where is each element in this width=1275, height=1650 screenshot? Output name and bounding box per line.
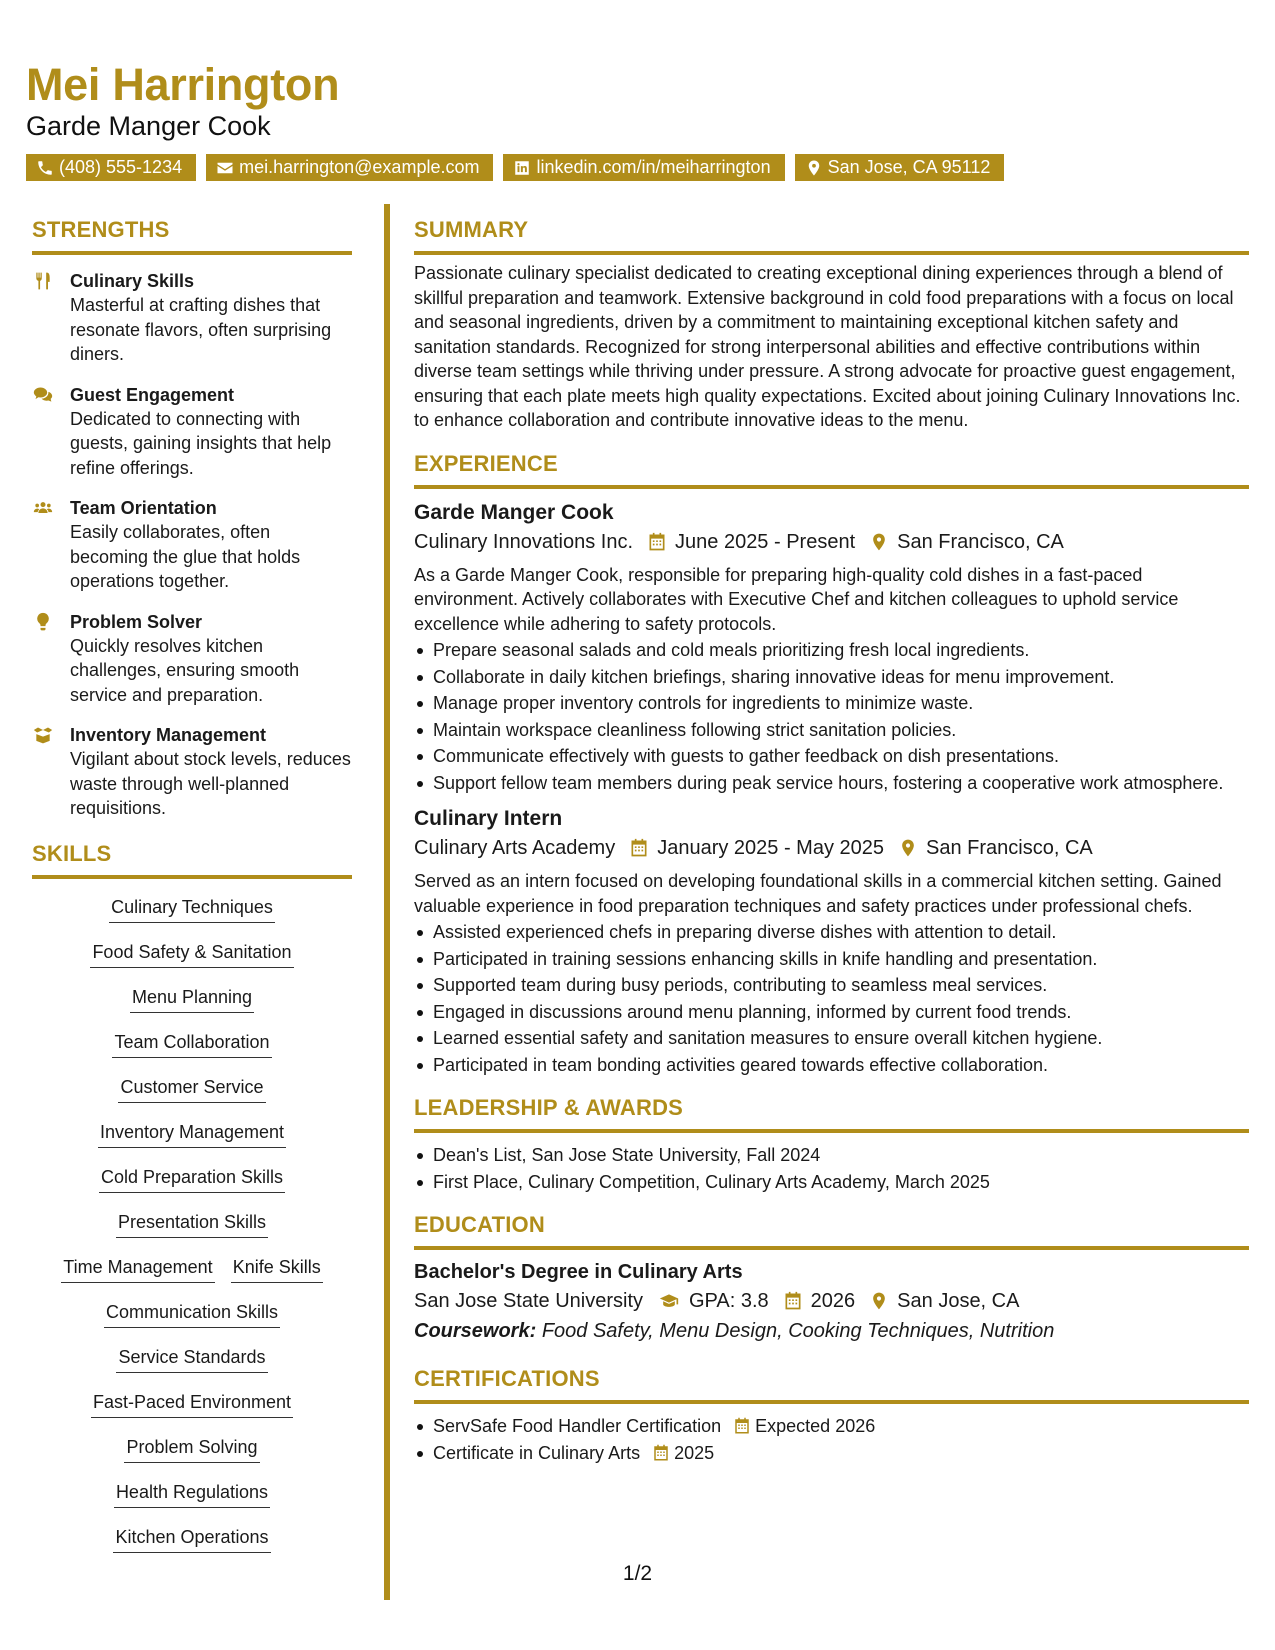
strength-title: Problem Solver — [70, 611, 203, 632]
strengths-heading: STRENGTHS — [32, 217, 352, 255]
strength-desc: Masterful at crafting dishes that resonate flavors, often surprising diners. — [70, 295, 332, 364]
strength-desc: Easily collaborates, often becoming the glue that holds operations together. — [70, 522, 301, 591]
lightbulb-icon — [32, 612, 54, 632]
coursework-list: Food Safety, Menu Design, Cooking Techniques, Nutrition — [541, 1320, 1055, 1342]
job-company: Culinary Innovations Inc. — [414, 530, 634, 553]
job-company: Culinary Arts Academy — [414, 837, 616, 859]
calendar-icon — [733, 1417, 751, 1435]
summary-heading: SUMMARY — [414, 217, 1249, 255]
award-item: First Place, Culinary Competition, Culinary Arts Academy, March 2025 — [414, 1170, 1249, 1195]
skill-tag: Communication Skills — [104, 1296, 280, 1328]
skill-tag: Fast-Paced Environment — [91, 1386, 293, 1418]
strength-item — [32, 269, 352, 367]
job-bullet: Participated in training sessions enhancing skills in knife handling and presentation. — [414, 947, 1249, 972]
comments-icon — [32, 385, 54, 405]
utensils-icon — [32, 271, 54, 291]
candidate-name: Mei Harrington — [26, 59, 340, 110]
linkedin-icon — [513, 159, 531, 177]
contact-linkedin[interactable] — [503, 154, 784, 181]
certification-item — [414, 1441, 1249, 1466]
gpa: GPA: 3.8 — [689, 1290, 769, 1312]
job-entry — [414, 805, 1249, 1077]
job-bullets — [414, 920, 1249, 1077]
job-title: Culinary Intern — [414, 807, 563, 830]
contact-email-text: mei.harrington@example.com — [239, 157, 480, 177]
certification-item — [414, 1414, 1249, 1439]
strength-title: Guest Engagement — [70, 384, 235, 405]
certification-date: 2025 — [674, 1442, 715, 1463]
job-title: Garde Manger Cook — [414, 500, 614, 524]
location-pin-icon — [869, 1291, 889, 1311]
graduation-year: 2026 — [810, 1290, 856, 1312]
skill-tag: Time Management — [61, 1251, 214, 1283]
strength-title: Culinary Skills — [70, 271, 195, 291]
job-location: San Francisco, CA — [926, 837, 1093, 859]
degree-title: Bachelor's Degree in Culinary Arts — [414, 1261, 743, 1283]
skill-tag: Service Standards — [116, 1341, 267, 1373]
skill-tag: Inventory Management — [98, 1116, 286, 1148]
users-icon — [32, 498, 54, 518]
calendar-icon — [629, 838, 649, 858]
calendar-icon — [652, 1444, 670, 1462]
skill-tag: Presentation Skills — [116, 1206, 268, 1238]
skill-tag: Team Collaboration — [112, 1026, 271, 1058]
contact-location[interactable] — [795, 154, 1005, 181]
contact-phone[interactable] — [26, 154, 196, 181]
contact-bar — [26, 154, 1004, 181]
contact-linkedin-text: linkedin.com/in/meiharrington — [536, 157, 771, 177]
job-dates: June 2025 - Present — [675, 530, 856, 553]
candidate-title: Garde Manger Cook — [26, 111, 271, 141]
skill-tag: Knife Skills — [231, 1251, 323, 1283]
contact-location-text: San Jose, CA 95112 — [827, 157, 991, 177]
experience-heading: EXPERIENCE — [414, 451, 1249, 489]
school-location: San Jose, CA — [897, 1290, 1020, 1312]
strength-item — [32, 496, 352, 594]
certification-name: ServSafe Food Handler Certification — [433, 1416, 722, 1436]
strength-desc: Vigilant about stock levels, reduces waste through well-planned requisitions. — [70, 749, 351, 818]
skill-tag: Culinary Techniques — [109, 891, 275, 923]
strength-title: Inventory Management — [70, 725, 267, 745]
certification-date: Expected 2026 — [755, 1416, 876, 1436]
phone-icon — [36, 159, 54, 177]
job-entry — [414, 499, 1249, 796]
job-bullets — [414, 638, 1249, 795]
job-bullet: Maintain workspace cleanliness following strict sanitation policies. — [414, 718, 1249, 743]
job-description: Served as an intern focused on developing foundational skills in a commercial kitchen setting. Gained valuable experience in food preparation techniques and safety practices under professional chefs. — [414, 871, 1222, 916]
certifications-list — [414, 1414, 1249, 1465]
skill-tag: Food Safety & Sanitation — [90, 936, 293, 968]
certification-name: Certificate in Culinary Arts — [433, 1442, 641, 1463]
job-bullet: Communicate effectively with guests to gather feedback on dish presentations. — [414, 744, 1249, 769]
location-pin-icon — [805, 159, 823, 177]
skills-heading: SKILLS — [32, 841, 352, 879]
job-bullet: Support fellow team members during peak service hours, fostering a cooperative work atmosphere. — [414, 771, 1249, 796]
coursework-label: Coursework: — [414, 1320, 537, 1342]
job-bullet: Participated in team bonding activities geared towards effective collaboration. — [414, 1053, 1249, 1078]
strength-desc: Dedicated to connecting with guests, gaining insights that help refine offerings. — [70, 408, 332, 478]
strength-item — [32, 723, 352, 821]
summary-text: Passionate culinary specialist dedicated to creating exceptional dining experiences through a blend of skillful preparation and teamwork. Extensive background in cold food preparations with a focus on local and seasonal ingredients, driven by a commitment to maintaining exceptional kitchen safety and sanitation standards. Recognized for strong interpersonal abilities and effective contributions within diverse team settings while thriving under pressure. A strong advocate for proactive guest engagement, ensuring that each plate meets high quality expectations. Excited about joining Culinary Innovations Inc. to enhance collaboration and contribute innovative ideas to the menu. — [414, 263, 1241, 430]
job-location: San Francisco, CA — [897, 530, 1064, 553]
calendar-icon — [647, 532, 667, 552]
job-meta — [414, 527, 1249, 557]
skill-tag: Customer Service — [118, 1071, 265, 1103]
skill-tag: Problem Solving — [124, 1431, 259, 1463]
job-bullet: Learned essential safety and sanitation measures to ensure overall kitchen hygiene. — [414, 1026, 1249, 1051]
job-bullet: Prepare seasonal salads and cold meals prioritizing fresh local ingredients. — [414, 638, 1249, 663]
skills-list — [32, 891, 352, 1566]
location-pin-icon — [869, 532, 889, 552]
contact-phone-text: (408) 555-1234 — [59, 157, 183, 177]
box-open-icon — [32, 725, 54, 745]
job-meta — [414, 833, 1249, 863]
column-divider — [384, 204, 390, 1600]
strengths-list — [32, 269, 352, 821]
leadership-heading: LEADERSHIP & AWARDS — [414, 1095, 1249, 1133]
strength-title: Team Orientation — [70, 498, 217, 518]
job-dates: January 2025 - May 2025 — [657, 837, 885, 859]
envelope-icon — [216, 159, 234, 177]
graduation-cap-icon — [657, 1291, 681, 1311]
calendar-icon — [783, 1291, 803, 1311]
main-column — [414, 217, 1249, 1467]
skill-tag: Cold Preparation Skills — [99, 1161, 285, 1193]
strength-item — [32, 610, 352, 708]
education-meta — [414, 1286, 1249, 1316]
job-bullet: Assisted experienced chefs in preparing diverse dishes with attention to detail. — [414, 920, 1249, 945]
strength-desc: Quickly resolves kitchen challenges, ensuring smooth service and preparation. — [70, 635, 300, 705]
coursework — [414, 1316, 1249, 1346]
job-bullet: Manage proper inventory controls for ingredients to minimize waste. — [414, 691, 1249, 716]
skill-tag: Health Regulations — [114, 1476, 270, 1508]
leadership-list — [414, 1143, 1249, 1194]
contact-email[interactable] — [206, 154, 493, 181]
location-pin-icon — [898, 838, 918, 858]
job-bullet: Collaborate in daily kitchen briefings, sharing innovative ideas for menu improvement. — [414, 665, 1249, 690]
sidebar — [32, 217, 352, 1566]
job-description: As a Garde Manger Cook, responsible for preparing high-quality cold dishes in a fast-paced environment. Actively collaborates with Executive Chef and kitchen colleagues to uphold service excellence while adhering to safety protocols. — [414, 564, 1179, 634]
certifications-heading: CERTIFICATIONS — [414, 1366, 1249, 1404]
page-number: 1/2 — [622, 1562, 653, 1585]
award-item: Dean's List, San Jose State University, Fall 2024 — [414, 1143, 1249, 1168]
skill-tag: Menu Planning — [130, 981, 254, 1013]
strength-item — [32, 383, 352, 481]
skill-tag: Kitchen Operations — [113, 1521, 270, 1553]
job-bullet: Supported team during busy periods, contributing to seamless meal services. — [414, 973, 1249, 998]
job-bullet: Engaged in discussions around menu planning, informed by current food trends. — [414, 1000, 1249, 1025]
school-name: San Jose State University — [414, 1290, 643, 1312]
education-heading: EDUCATION — [414, 1212, 1249, 1250]
